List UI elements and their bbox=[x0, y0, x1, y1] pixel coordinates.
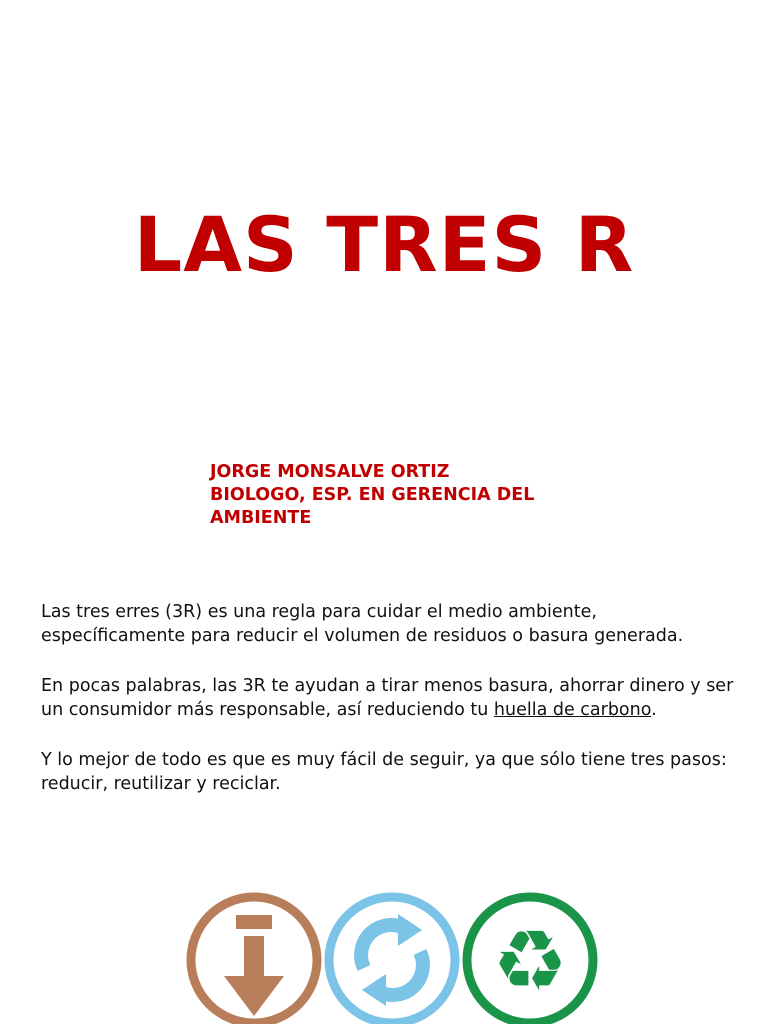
author-block bbox=[210, 461, 630, 530]
svg-text:♻: ♻ bbox=[492, 912, 568, 1010]
paragraph-benefits-end: . bbox=[651, 699, 657, 720]
reuse-icon bbox=[322, 870, 462, 1024]
paragraph-benefits bbox=[41, 675, 741, 722]
author-name: JORGE MONSALVE ORTIZ bbox=[210, 462, 450, 482]
recycle-icon bbox=[460, 870, 600, 1024]
paragraph-definition: Las tres erres (3R) es una regla para cuidar el medio ambiente, específicamente para reducir el volumen de residuos o basura generada. bbox=[41, 602, 684, 646]
page-title: LAS TRES R bbox=[133, 200, 635, 289]
carbon-footprint-link[interactable]: huella de carbono bbox=[493, 699, 652, 720]
body-text bbox=[41, 601, 741, 823]
author-credentials bbox=[210, 484, 630, 530]
three-r-icons bbox=[184, 870, 600, 1024]
paragraph-steps: Y lo mejor de todo es que es muy fácil de seguir, ya que sólo tiene tres pasos: reducir, reutilizar y reciclar. bbox=[41, 750, 727, 794]
paragraph-benefits-text: En pocas palabras, las 3R te ayudan a tirar menos basura, ahorrar dinero y ser un consumidor más responsable, así reduciendo tu bbox=[41, 676, 734, 720]
author-credentials-line1: BIOLOGO, ESP. EN GERENCIA DEL bbox=[210, 485, 535, 505]
reduce-icon bbox=[184, 870, 324, 1024]
author-credentials-line2: AMBIENTE bbox=[210, 508, 312, 528]
